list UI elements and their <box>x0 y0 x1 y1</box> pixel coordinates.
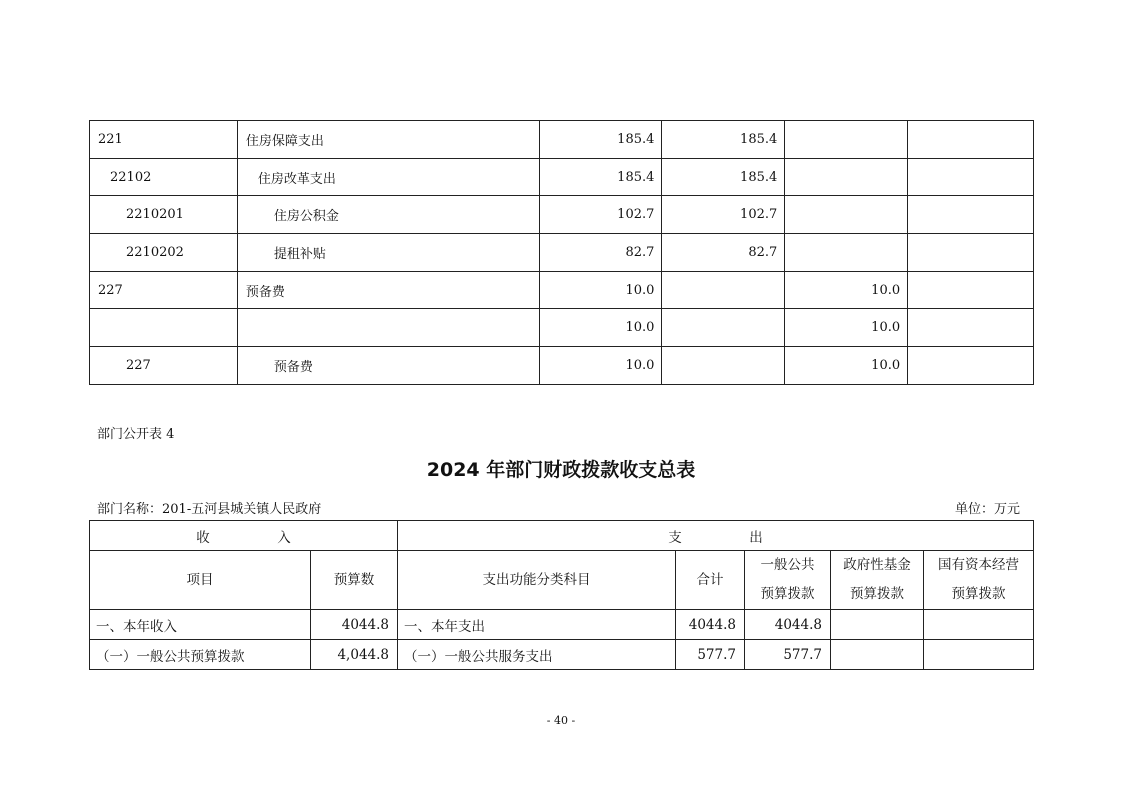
project-cell: 10.0 <box>785 271 908 309</box>
total-cell: 10.0 <box>539 271 662 309</box>
function-cell: 一、本年支出 <box>398 610 676 640</box>
col-gov-fund-line1: 政府性基金 <box>843 557 911 573</box>
col-general-line1: 一般公共 <box>760 557 815 573</box>
name-cell: 预备费 <box>237 347 539 385</box>
code-cell: 2210201 <box>90 196 238 234</box>
function-cell: （一）一般公共服务支出 <box>398 640 676 670</box>
col-item-header: 项目 <box>90 551 311 610</box>
name-cell: 提租补贴 <box>237 234 539 272</box>
basic-cell <box>662 271 785 309</box>
gov-fund-cell <box>831 640 924 670</box>
total-cell: 102.7 <box>539 196 662 234</box>
income-header: 收 入 <box>90 521 398 551</box>
general-cell: 4044.8 <box>745 610 831 640</box>
project-cell <box>785 158 908 196</box>
col-state-capital-line1: 国有资本经营 <box>938 557 1019 573</box>
col-general-line2: 预算拨款 <box>760 586 815 602</box>
page-title: 2024 年部门财政拨款收支总表 <box>426 459 696 481</box>
unit-label: 单位：万元 <box>955 502 1021 517</box>
table-row <box>90 347 1034 385</box>
expense-header: 支 出 <box>398 521 1034 551</box>
total-cell: 10.0 <box>539 309 662 347</box>
col-budget-header: 预算数 <box>311 551 398 610</box>
page-number: - 40 - <box>546 714 576 727</box>
name-cell <box>237 309 539 347</box>
total-cell: 82.7 <box>539 234 662 272</box>
state-capital-cell <box>924 610 1034 640</box>
table-row <box>90 158 1034 196</box>
table-row <box>90 309 1034 347</box>
total-cell: 10.0 <box>539 347 662 385</box>
name-cell: 住房改革支出 <box>237 158 539 196</box>
empty-cell <box>908 347 1034 385</box>
col-total-header: 合计 <box>676 551 745 610</box>
gov-fund-cell <box>831 610 924 640</box>
state-capital-cell <box>924 640 1034 670</box>
code-cell: 227 <box>90 271 238 309</box>
empty-cell <box>908 196 1034 234</box>
table-row <box>90 271 1034 309</box>
general-cell: 577.7 <box>745 640 831 670</box>
budget-cell: 4044.8 <box>311 610 398 640</box>
empty-cell <box>908 121 1034 159</box>
basic-cell <box>662 347 785 385</box>
project-cell <box>785 234 908 272</box>
name-cell: 预备费 <box>237 271 539 309</box>
basic-cell: 82.7 <box>662 234 785 272</box>
code-cell: 22102 <box>90 158 238 196</box>
table-row <box>90 121 1034 159</box>
col-function-header: 支出功能分类科目 <box>398 551 676 610</box>
item-cell: （一）一般公共预算拨款 <box>90 640 311 670</box>
expenditure-detail-table <box>89 120 1034 385</box>
col-gov-fund-line2: 预算拨款 <box>850 586 904 602</box>
total-cell: 577.7 <box>676 640 745 670</box>
name-cell: 住房公积金 <box>237 196 539 234</box>
name-cell: 住房保障支出 <box>237 121 539 159</box>
total-cell: 185.4 <box>539 121 662 159</box>
code-cell <box>90 309 238 347</box>
code-cell: 227 <box>90 347 238 385</box>
budget-cell: 4,044.8 <box>311 640 398 670</box>
code-cell: 221 <box>90 121 238 159</box>
table-row <box>90 196 1034 234</box>
total-cell: 185.4 <box>539 158 662 196</box>
table-row <box>90 610 1034 640</box>
empty-cell <box>908 234 1034 272</box>
item-cell: 一、本年收入 <box>90 610 311 640</box>
basic-cell: 185.4 <box>662 121 785 159</box>
project-cell: 10.0 <box>785 309 908 347</box>
table-row <box>90 234 1034 272</box>
basic-cell <box>662 309 785 347</box>
project-cell <box>785 121 908 159</box>
empty-cell <box>908 271 1034 309</box>
table-row <box>90 640 1034 670</box>
col-gov-fund-header <box>831 551 924 610</box>
project-cell <box>785 196 908 234</box>
fiscal-summary-table <box>89 520 1034 670</box>
basic-cell: 185.4 <box>662 158 785 196</box>
col-state-capital-header <box>924 551 1034 610</box>
empty-cell <box>908 158 1034 196</box>
col-state-capital-line2: 预算拨款 <box>951 586 1006 602</box>
department-name: 部门名称：201-五河县城关镇人民政府 <box>97 502 322 517</box>
table-number: 部门公开表 4 <box>97 427 175 442</box>
project-cell: 10.0 <box>785 347 908 385</box>
code-cell: 2210202 <box>90 234 238 272</box>
basic-cell: 102.7 <box>662 196 785 234</box>
total-cell: 4044.8 <box>676 610 745 640</box>
col-general-budget-header <box>745 551 831 610</box>
empty-cell <box>908 309 1034 347</box>
